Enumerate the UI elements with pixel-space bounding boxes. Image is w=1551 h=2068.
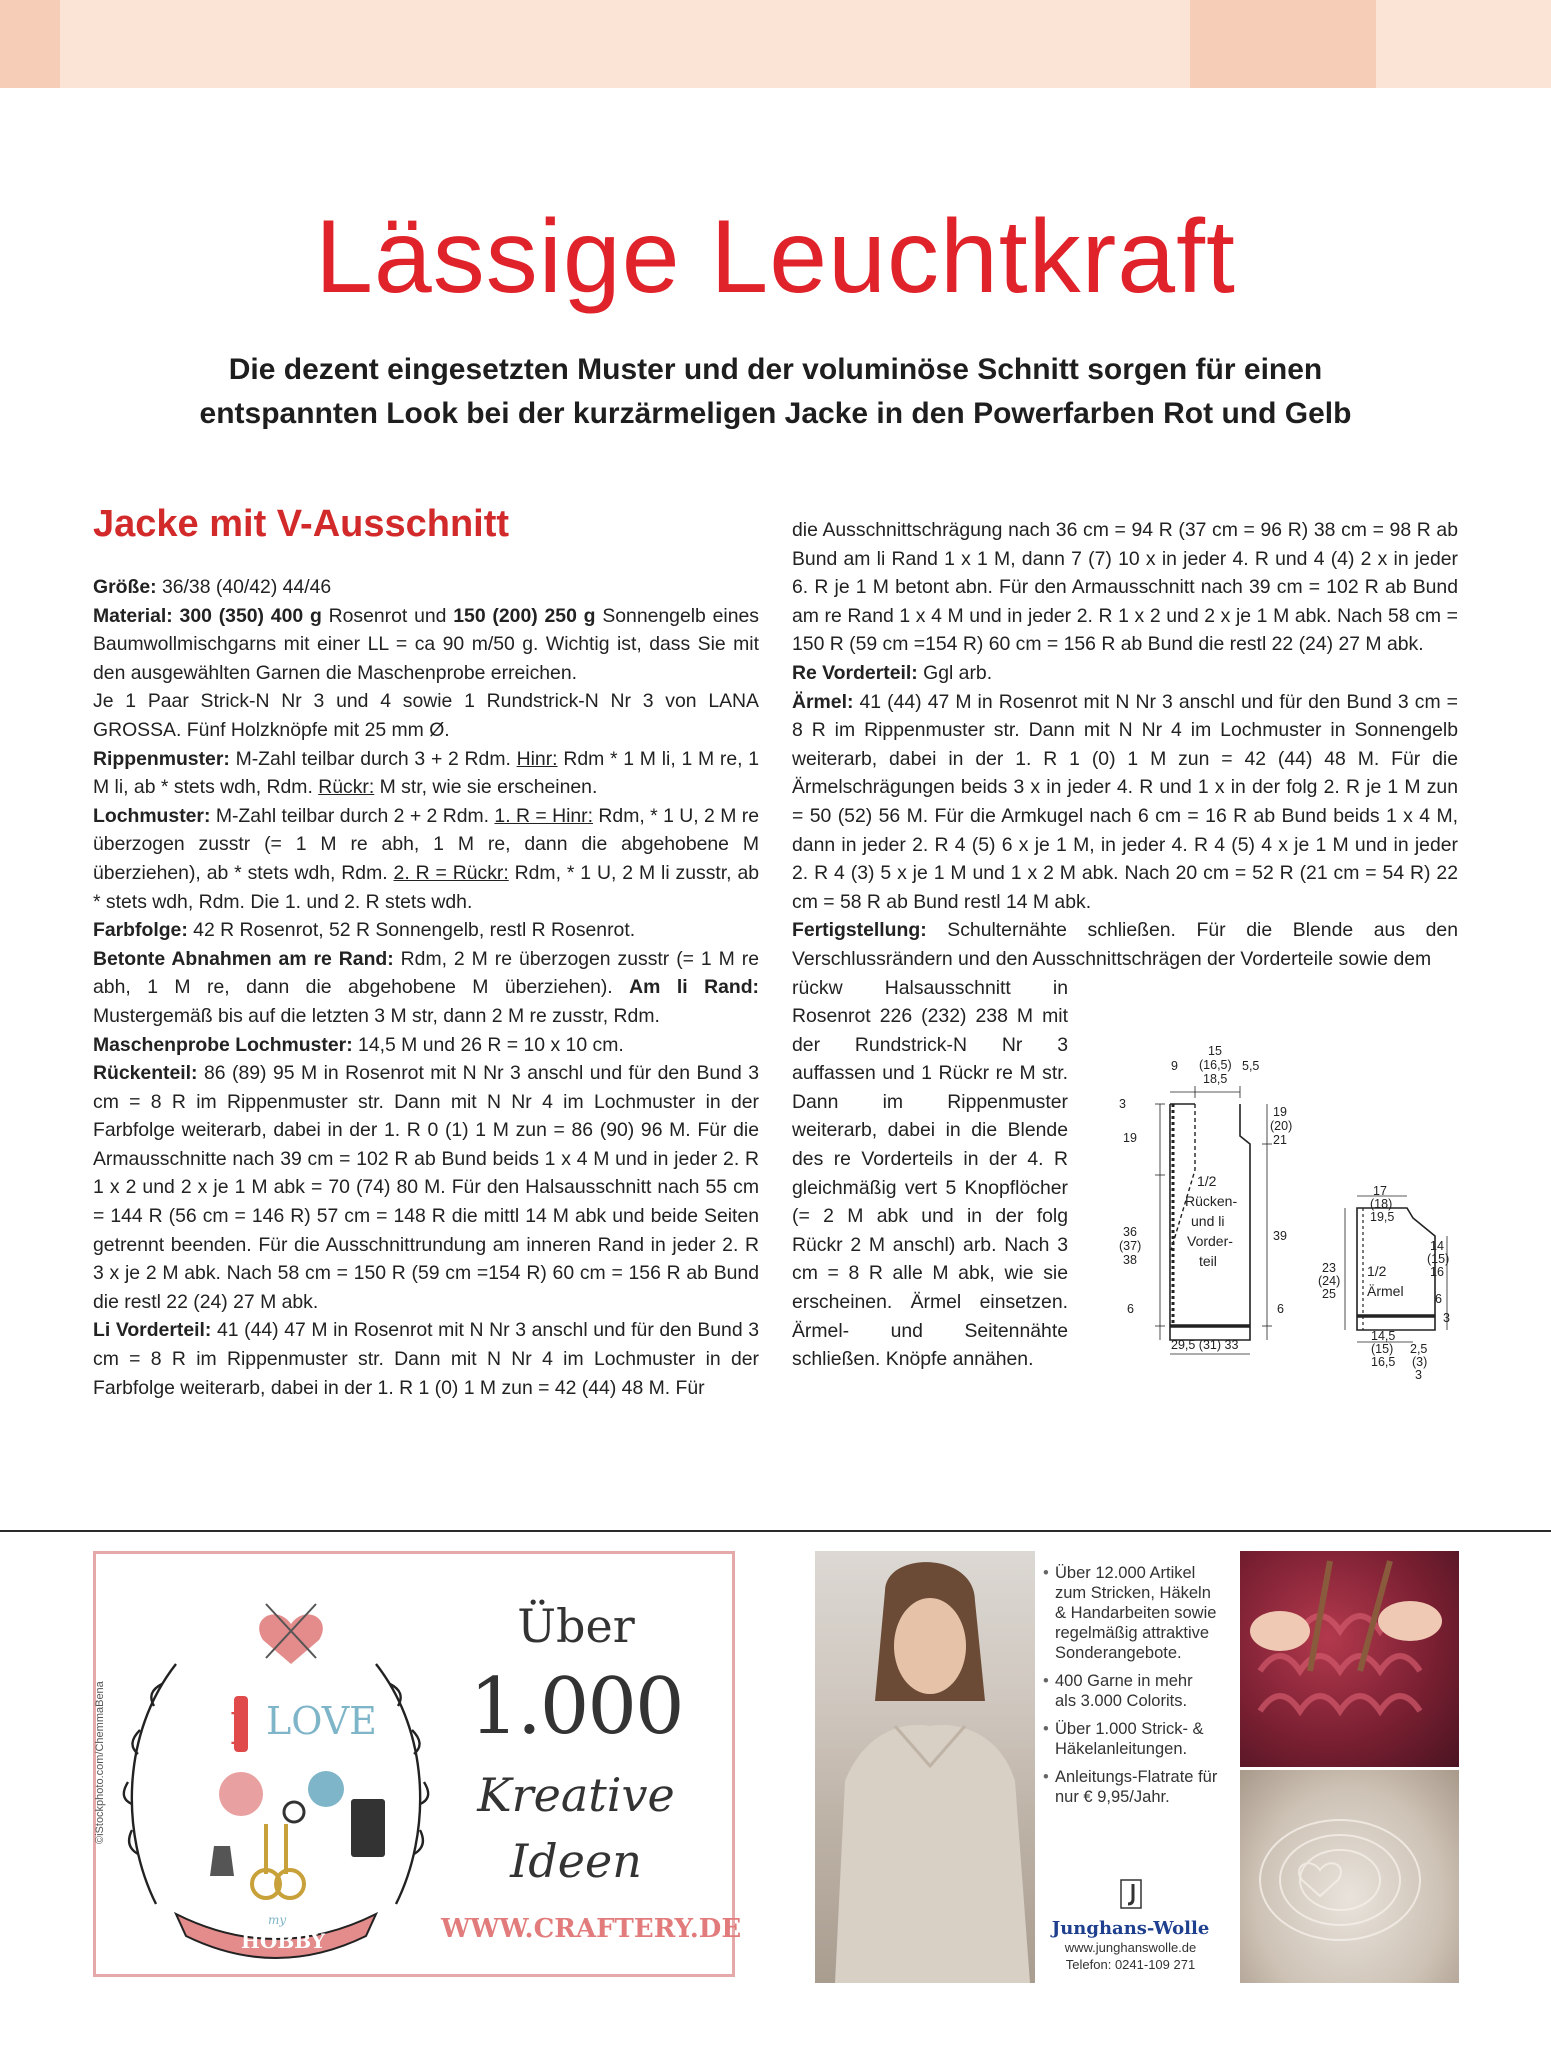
junghans-logo-icon [1120, 1879, 1142, 1909]
label-material: Material: 300 (350) 400 g [93, 604, 322, 627]
paragraph-aermel: Ärmel: 41 (44) 47 M in Rosenrot mit N Nr 3 anschl und für den Bund 3 cm = 8 R im Rippenmuster str. Dann mit N Nr 4 im Lochmuster in Sonnengelb weiterarb, dabei in der 1. R 1 (0) 1 M zun = 42 (44) 48 M. Für die Ärmelschrägungen beids 3 x in jeder 4. R und 1 x in der folg 2. R je 1 M zun = 50 (52) 56 M. Für die Armkugel nach 6 cm = 16 R ab Bund beids 1 x 4 M, dann in jeder 2. R 4 (5) 6 x je 1 M, in jeder 4. R 4 (5) 4 x je 1 M und in jeder 2. R 4 (3) 5 x je 1 M und 1 x 2 M abk. Nach 20 cm = 52 R (21 cm = 54 R) 22 cm = 58 R ab Bund restl 14 M abk. [792, 690, 1458, 913]
piece-label: teil [1199, 1253, 1217, 1269]
love-text: LOVE [266, 1699, 377, 1743]
scissors-icon [266, 1824, 286, 1874]
craftery-ad[interactable] [93, 1551, 742, 1977]
craft-wreath-illustration [116, 1584, 436, 1964]
dim-label: 15 [1208, 1044, 1222, 1058]
ad-headline-1: Über [517, 1599, 635, 1653]
craftery-url-link[interactable]: WWW.CRAFTERY.DE [441, 1914, 742, 1944]
piece-label: Ärmel [1367, 1283, 1404, 1299]
feature-item: • Über 12.000 Artikel zum Stricken, Häkeln & Handarbeiten sowie regelmäßig attraktive Sonderangebote. [1043, 1563, 1218, 1663]
paragraph-re-vorderteil: Re Vorderteil: Ggl arb. [792, 661, 993, 684]
dim-label: 2,5 [1410, 1342, 1428, 1356]
dim-label: 3 [1119, 1097, 1126, 1111]
dim-label: 23 [1322, 1261, 1336, 1275]
dim-label: 38 [1123, 1253, 1137, 1267]
junghans-website-link[interactable]: www.junghanswolle.de [1064, 1940, 1197, 1955]
paragraph-material: Material: 300 (350) 400 g Rosenrot und 150 (200) 250 g Sonnengelb eines Baumwollmischgarns mit einer LL = ca 90 m/50 g. Wichtig ist, dass Sie mit den ausgewählten Garnen die Maschenprobe erreichen. [93, 604, 760, 684]
paragraph-rueckenteil: Rückenteil: 86 (89) 95 M in Rosenrot mit N Nr 3 anschl und für den Bund 3 cm = 8 R im Rippenmuster str. Dann mit N Nr 4 im Lochmuster in der Farbfolge weiterarb, dabei in der 1. R 0 (1) 1 M zun = 86 (90) 96 M. Für die Armausschnitte nach 39 cm = 102 R ab Bund beids 1 x 4 M und in jeder 2. R 1 x 2 und 2 x je 1 M abk = 70 (74) 80 M. Für den Halsausschnitt nach 55 cm = 144 R (56 cm = 146 R) 57 cm = 148 R die mittl 14 M abk und beide Seiten getrennt beenden. Für die Ausschnittrundung am inneren Rand in jeder 2. R 3 x je 2 M abk. Nach 58 cm = 150 R (59 cm =154 R) 60 cm = 156 R ab Bund die restl 22 (24) 27 M abk. [93, 1062, 759, 1313]
junghans-logo [1043, 1879, 1218, 1973]
ad-headline-3: Kreative [477, 1768, 675, 1822]
dim-label: 14 [1430, 1239, 1444, 1253]
dim-label: 19 [1273, 1105, 1287, 1119]
dim-label: (3) [1412, 1355, 1428, 1369]
page-title: Lässige Leuchtkraft [315, 199, 1236, 315]
dim-label: 36 [1123, 1225, 1137, 1239]
button-icon [284, 1802, 304, 1822]
feature-item: • 400 Garne in mehr als 3.000 Colorits. [1043, 1671, 1218, 1711]
label-groesse: Größe: [93, 576, 157, 598]
dim-label: 5,5 [1242, 1059, 1260, 1073]
dim-label: (24) [1318, 1274, 1341, 1288]
ad-headline-4: Ideen [510, 1834, 642, 1888]
yarn-photo [1240, 1770, 1459, 1983]
text-column-left [93, 573, 759, 1402]
feature-item: • Anleitungs-Flatrate für nur € 9,95/Jahr. [1043, 1767, 1218, 1807]
piece-label: und li [1191, 1213, 1225, 1229]
yarn-ball-icon [219, 1772, 263, 1816]
section-title: Jacke mit V-Ausschnitt [93, 503, 510, 545]
dim-label: 21 [1273, 1133, 1287, 1147]
piece-label: Rücken- [1185, 1193, 1238, 1209]
model-photo-illustration [815, 1551, 1035, 1983]
dim-label: 29,5 (31) 33 [1171, 1338, 1239, 1352]
paragraph-groesse: Größe: 36/38 (40/42) 44/46 [93, 576, 332, 598]
junghans-ad[interactable] [815, 1551, 1459, 1983]
pattern-schematic [1105, 1040, 1475, 1400]
ad-headline-2: 1.000 [469, 1662, 683, 1752]
schematic-svg [1105, 1040, 1475, 1400]
dim-label: (37) [1119, 1239, 1142, 1253]
thimble-icon [210, 1846, 234, 1876]
paragraph-li-vorderteil: Li Vorderteil: 41 (44) 47 M in Rosenrot mit N Nr 3 anschl und für den Bund 3 cm = 8 R im Rippenmuster str. Dann mit N Nr 4 im Lochmuster in der Farbfolge weiterarb, dabei in der 1. R 1 (0) 1 M zun = 42 (44) 48 M. Für [93, 1319, 760, 1399]
junghans-phone: Telefon: 0241-109 271 [1065, 1957, 1196, 1972]
subtitle-line-1: Die dezent eingesetzten Muster und der voluminöse Schnitt sorgen für einen [228, 353, 1323, 386]
section-divider [0, 1530, 1551, 1532]
dim-label: (16,5) [1199, 1058, 1232, 1072]
page-subtitle [100, 348, 1451, 436]
dim-label: 16,5 [1371, 1355, 1396, 1369]
piece-label: 1/2 [1197, 1173, 1217, 1189]
paragraph-fertigstellung-narrow: rückw Halsausschnitt in Rosenrot 226 (232) 238 M mit der Rundstrick-N Nr 3 auffassen und 1 Rückr re M str. Dann im Rippenmuster weiterarb, dabei in die Blende des re Vorderteils in der 4. R gleichmäßig vert 5 Knopflöcher (= 2 M abk und in der folg Rückr 2 M anschl) arb. Nach 3 cm = 8 R alle M abk, wie sie erscheinen. Ärmel einsetzen. Ärmel- und Seitennähte schließen. Knöpfe annähen. [792, 976, 1068, 1371]
dim-label: 14,5 [1371, 1329, 1396, 1343]
dim-label: 19,5 [1370, 1210, 1395, 1224]
knitting-photo [1240, 1551, 1459, 1767]
dim-label: 39 [1273, 1229, 1287, 1243]
junghans-feature-list [1043, 1563, 1218, 1815]
dim-label: 19 [1123, 1131, 1137, 1145]
paragraph-farbfolge: Farbfolge: 42 R Rosenrot, 52 R Sonnengelb, restl R Rosenrot. [93, 919, 636, 942]
thread-spool-icon [351, 1799, 385, 1857]
paragraph-fertigstellung: Fertigstellung: Schulternähte schließen. Für die Blende aus den Verschlussrändern und den Ausschnittschrägen der Vorderteile sowie dem [792, 919, 1458, 970]
dim-label: (18) [1370, 1197, 1393, 1211]
dim-label: (20) [1270, 1119, 1293, 1133]
svg-text:my: my [268, 1913, 287, 1927]
dim-label: 25 [1322, 1287, 1336, 1301]
dim-label: 6 [1277, 1302, 1284, 1316]
top-bar-block-right [1190, 0, 1376, 88]
piece-label: 1/2 [1367, 1263, 1387, 1279]
dim-label: 6 [1435, 1292, 1442, 1306]
svg-text:HOBBY: HOBBY [241, 1929, 326, 1953]
subtitle-line-2: entspannten Look bei der kurzärmeligen Jacke in den Powerfarben Rot und Gelb [199, 397, 1352, 430]
dim-label: 17 [1373, 1184, 1387, 1198]
junghans-brand: Junghans-Wolle [1051, 1918, 1210, 1939]
dim-label: 16 [1430, 1265, 1444, 1279]
yarn-ball-icon [308, 1771, 344, 1807]
paragraph-maschenprobe: Maschenprobe Lochmuster: 14,5 M und 26 R = 10 x 10 cm. [93, 1033, 624, 1056]
photo-credit: ©iStockphoto.com/ChemmaBena [94, 1681, 106, 1844]
dim-label: (15) [1371, 1342, 1394, 1356]
paragraph-betonte-abnahmen: Betonte Abnahmen am re Rand: Rdm, 2 M re überzogen zusstr (= 1 M re abh, 1 M re, dann die abgehobene M überziehen). Am li Rand: Mustergemäß bis auf die letzten 3 M str, dann 2 M re zusstr, Rdm. [93, 947, 760, 1027]
dim-label: 3 [1443, 1311, 1450, 1325]
svg-text:I: I [229, 1704, 247, 1755]
heart-yarn-icon [259, 1614, 323, 1664]
paragraph-li-vorderteil-cont: die Ausschnittschrägung nach 36 cm = 94 R (37 cm = 96 R) 38 cm = 98 R ab Bund am li Rand 1 x 1 M, dann 7 (7) 10 x in jeder 4. R und 4 (4) 2 x in jeder 6. R je 1 M betont abn. Für den Armausschnitt nach 39 cm = 102 R ab Bund am re Rand 1 x 4 M und in jeder 2. R 1 x 2 und 2 x je 1 M abk. Nach 58 cm = 150 R (59 cm =154 R) 60 cm = 156 R ab Bund die restl 22 (24) 27 M abk. [792, 519, 1458, 656]
dim-label: 9 [1171, 1059, 1178, 1073]
paragraph-lochmuster: Lochmuster: M-Zahl teilbar durch 2 + 2 Rdm. 1. R = Hinr: Rdm, * 1 U, 2 M re überzogen zusstr (= 1 M re abh, 1 M re, dann die abgehobene M überziehen), ab * stets wdh, Rdm. 2. R = Rückr: Rdm, * 1 U, 2 M li zusstr, ab * stets wdh, Rdm. Die 1. und 2. R stets wdh. [93, 804, 760, 913]
dim-label: (15) [1427, 1252, 1450, 1266]
model-photo [815, 1551, 1035, 1983]
piece-label: Vorder- [1187, 1233, 1233, 1249]
feature-item: • Über 1.000 Strick- & Häkelanleitungen. [1043, 1719, 1218, 1759]
paragraph-rippenmuster: Rippenmuster: M-Zahl teilbar durch 3 + 2 Rdm. Hinr: Rdm * 1 M li, 1 M re, 1 M li, ab * stets wdh, Rdm. Rückr: M str, wie sie erscheinen. [93, 747, 760, 799]
dim-label: 18,5 [1203, 1072, 1228, 1086]
top-bar-block-left [0, 0, 60, 88]
paragraph-nadeln: Je 1 Paar Strick-N Nr 3 und 4 sowie 1 Rundstrick-N Nr 3 von LANA GROSSA. Fünf Holzknöpfe mit 25 mm Ø. [93, 690, 759, 741]
dim-label: 3 [1415, 1368, 1422, 1382]
dim-label: 6 [1127, 1302, 1134, 1316]
top-color-bar [0, 0, 1551, 88]
